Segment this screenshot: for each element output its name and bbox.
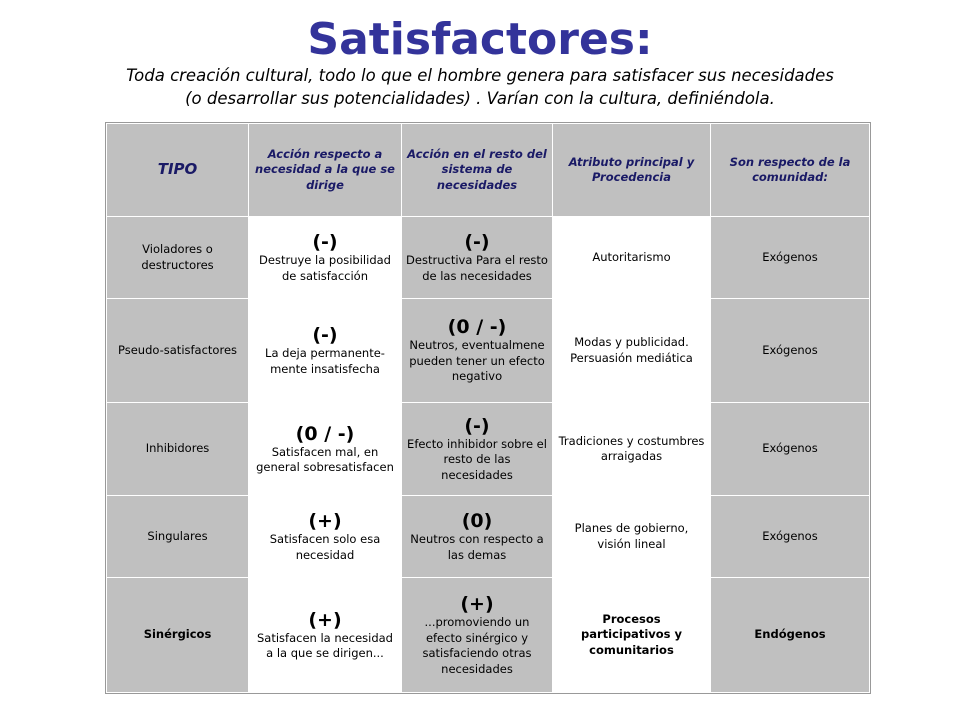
symbol: (-) (312, 324, 338, 346)
row-accion-resto (402, 217, 553, 299)
description: Neutros, eventualmene pueden tener un efecto negativo (409, 338, 545, 384)
row-accion-resto (402, 299, 553, 403)
header-tipo: TIPO (107, 124, 249, 217)
row-son: Endógenos (711, 578, 870, 693)
row-son: Exógenos (711, 217, 870, 299)
header-atributo: Atributo principal y Procedencia (553, 124, 711, 217)
description: Efecto inhibidor sobre el resto de las necesidades (407, 436, 547, 482)
subtitle-line-2: (o desarrollar sus potencialidades) . Varían con la cultura, definiéndola. (185, 89, 775, 108)
symbol: (0) (461, 510, 493, 532)
row-accion-necesidad (249, 403, 402, 496)
row-accion-necesidad (249, 299, 402, 403)
row-tipo: Pseudo-satisfactores (107, 299, 249, 403)
table-row (107, 299, 870, 403)
symbol: (-) (312, 231, 338, 253)
table-row (107, 217, 870, 299)
row-atributo: Planes de gobierno, visión lineal (553, 496, 711, 578)
description: Satisfacen solo esa necesidad (269, 532, 381, 562)
row-son: Exógenos (711, 403, 870, 496)
row-atributo: Procesos participativos y comunitarios (553, 578, 711, 693)
symbol: (+) (308, 608, 342, 631)
row-accion-necesidad (249, 217, 402, 299)
symbol: (0 / -) (295, 422, 355, 445)
row-atributo: Tradiciones y costumbres arraigadas (553, 403, 711, 496)
row-tipo: Inhibidores (107, 403, 249, 496)
row-son: Exógenos (711, 299, 870, 403)
subtitle-line-1: Toda creación cultural, todo lo que el hombre genera para satisfacer sus necesidades (126, 66, 834, 85)
symbol: (-) (464, 231, 490, 253)
table-row (107, 496, 870, 578)
header-accion-necesidad: Acción respecto a necesidad a la que se dirige (249, 124, 402, 217)
description: Satisfacen la necesidad a la que se dirigen... (257, 630, 393, 660)
symbol: (+) (308, 510, 342, 532)
symbol: (+) (460, 593, 494, 615)
description: Destructiva Para el resto de las necesidades (406, 253, 548, 283)
row-accion-resto (402, 403, 553, 496)
page-subtitle (0, 64, 960, 110)
description: Destruye la posibilidad de satisfacción (259, 253, 391, 283)
page-title: Satisfactores: (307, 14, 653, 65)
row-tipo: Singulares (107, 496, 249, 578)
table-header-row (107, 124, 870, 217)
row-atributo: Autoritarismo (553, 217, 711, 299)
satisfactores-table (106, 123, 870, 693)
description: La deja permanente-mente insatisfecha (265, 346, 385, 376)
description: Neutros con respecto a las demas (410, 532, 544, 562)
row-accion-necesidad (249, 496, 402, 578)
row-son: Exógenos (711, 496, 870, 578)
table-row (107, 578, 870, 693)
table-row (107, 403, 870, 496)
header-son: Son respecto de la comunidad: (711, 124, 870, 217)
row-tipo: Violadores o destructores (107, 217, 249, 299)
symbol: (0 / -) (447, 316, 507, 339)
row-accion-resto (402, 578, 553, 693)
description: ...promoviendo un efecto sinérgico y satisfaciendo otras necesidades (422, 615, 532, 676)
row-accion-resto (402, 496, 553, 578)
symbol: (-) (464, 414, 490, 437)
row-atributo: Modas y publicidad. Persuasión mediática (553, 299, 711, 403)
description: Satisfacen mal, en general sobresatisfacen (256, 444, 394, 474)
row-tipo: Sinérgicos (107, 578, 249, 693)
header-accion-resto: Acción en el resto del sistema de necesidades (402, 124, 553, 217)
row-accion-necesidad (249, 578, 402, 693)
